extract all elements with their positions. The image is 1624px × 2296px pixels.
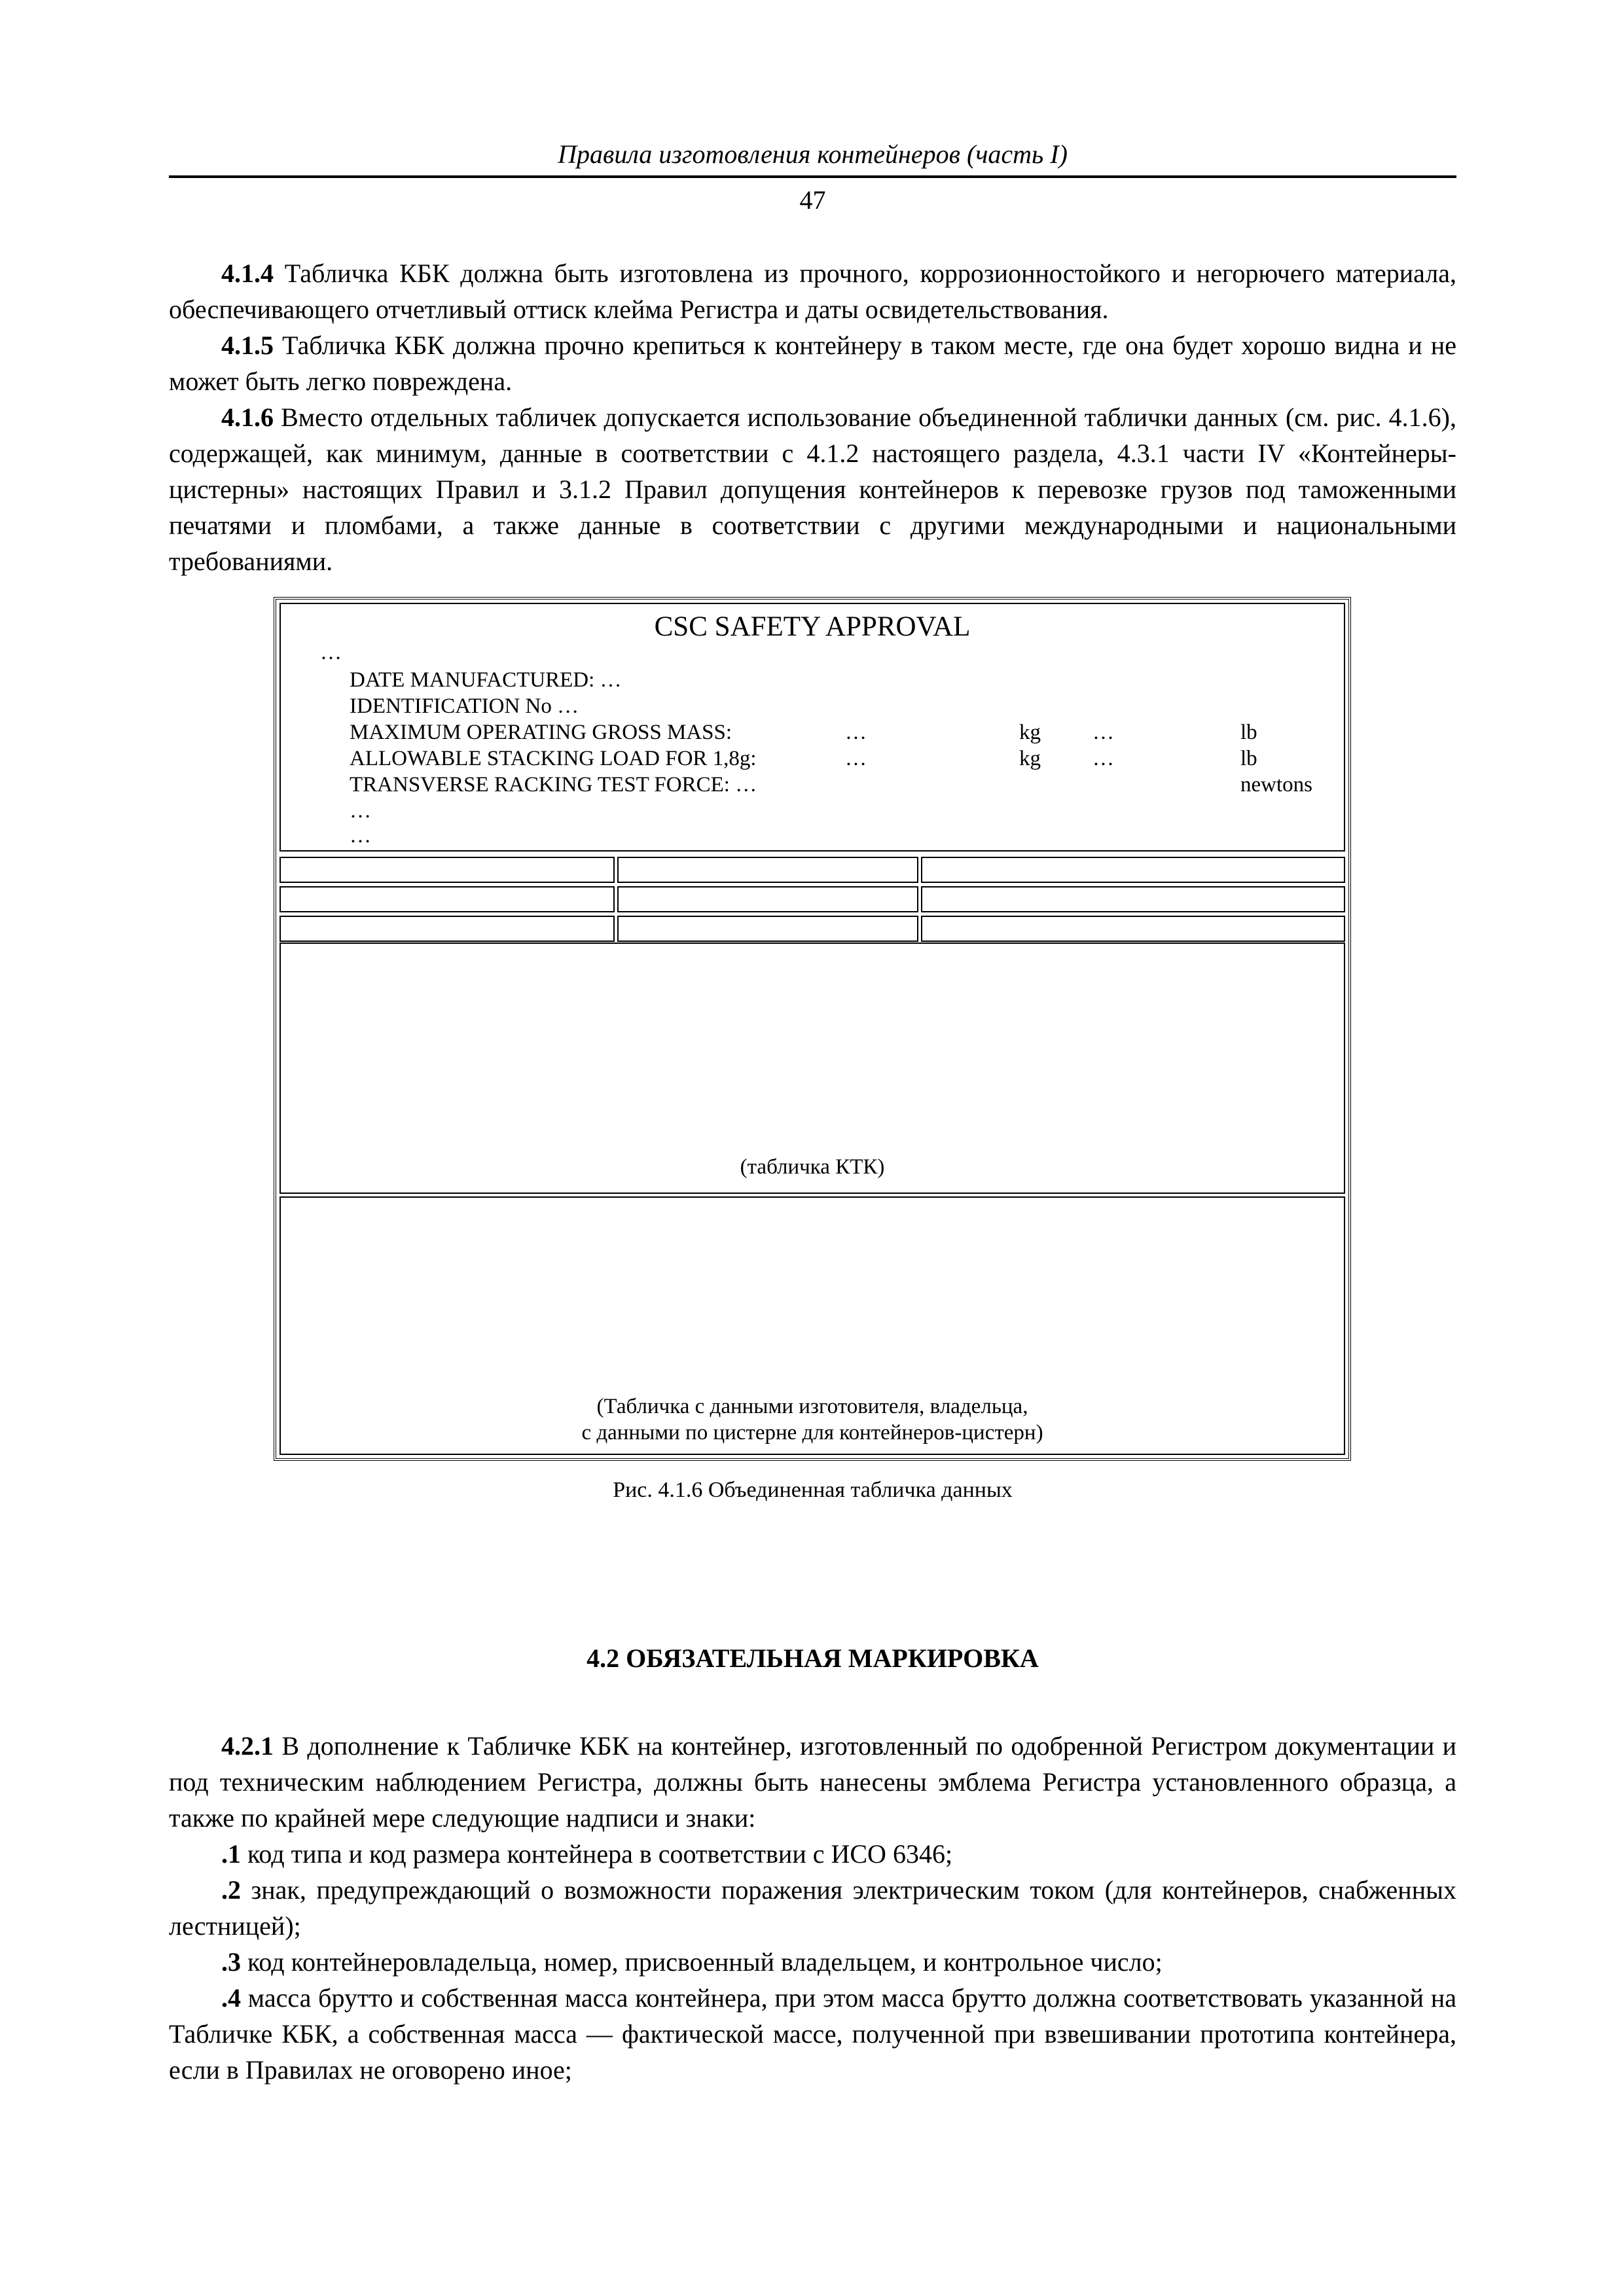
unit-newtons: newtons <box>1240 773 1312 797</box>
clause-number: 4.1.6 <box>221 403 274 432</box>
list-item-1 <box>169 1836 1456 1872</box>
stacking-load-lb-value: … <box>1092 747 1114 770</box>
paragraph-4-2-1 <box>169 1728 1456 1836</box>
clause-number: 4.1.5 <box>221 331 274 360</box>
grid-cell <box>280 857 615 883</box>
csc-ellipsis: … <box>350 799 371 823</box>
csc-ellipsis: … <box>350 824 371 848</box>
unit-kg: kg <box>1019 747 1041 770</box>
grid-cell <box>921 916 1345 942</box>
manufacturer-plate-label-line-2: с данными по цистерне для контейнеров-цистерн) <box>581 1421 1043 1444</box>
item-text: масса брутто и собственная масса контейнера, при этом масса брутто должна соответствовать указанной на Табличке КБК, а собственная масса — фактической массе, полученной при взвешивании прототипа контейнера, если в Правилах не оговорено иное; <box>169 1983 1456 2085</box>
item-number: .1 <box>221 1839 241 1869</box>
manufacturer-plate-area <box>280 1196 1345 1455</box>
unit-kg: kg <box>1019 721 1041 744</box>
clause-text: Табличка КБК должна быть изготовлена из прочного, коррозионностойкого и негорючего материала, обеспечивающего отчетливый оттиск клейма Регистра и даты освидетельствования. <box>169 259 1456 324</box>
list-item-2 <box>169 1872 1456 1944</box>
max-gross-mass-kg-value: … <box>845 721 867 744</box>
header-rule <box>169 175 1456 178</box>
clause-text: В дополнение к Табличке КБК на контейнер, изготовленный по одобренной Регистром документации и под техническим наблюдением Регистра, должны быть нанесены эмблема Регистра установленного образца, а также по крайней мере следующие надписи и знаки: <box>169 1731 1456 1833</box>
section-4-2-heading: 4.2 ОБЯЗАТЕЛЬНАЯ МАРКИРОВКА <box>586 1643 1039 1673</box>
plate-grid-row <box>280 916 1345 942</box>
clause-text: Вместо отдельных табличек допускается использование объединенной таблички данных (см. рис. 4.1.6), содержащей, как минимум, данные в соответствии с 4.1.2 настоящего раздела, 4.3.1 части IV «Контейнеры-цистерны» настоящих Правил и 3.1.2 Правил допущения контейнеров к перевозке грузов под таможенными печатями и пломбами, а также данные в соответствии с другими международными и национальными требованиями. <box>169 403 1456 576</box>
paragraph-4-1-5 <box>169 327 1456 399</box>
max-gross-mass-label: MAXIMUM OPERATING GROSS MASS: <box>350 721 732 744</box>
item-text: код типа и код размера контейнера в соответствии с ИСО 6346; <box>241 1839 953 1869</box>
grid-cell <box>921 857 1345 883</box>
item-text: знак, предупреждающий о возможности поражения электрическим током (для контейнеров, снабженных лестницей); <box>169 1875 1456 1941</box>
grid-cell <box>617 886 918 912</box>
running-title: Правила изготовления контейнеров (часть I) <box>558 139 1068 169</box>
grid-cell <box>617 916 918 942</box>
plate-grid-row <box>280 857 1345 883</box>
paragraph-4-1-6 <box>169 399 1456 579</box>
csc-ellipsis: … <box>320 641 342 664</box>
max-gross-mass-lb-value: … <box>1092 721 1114 744</box>
plate-grid-row <box>280 886 1345 912</box>
identification-number: IDENTIFICATION No … <box>350 694 579 718</box>
item-text: код контейнеровладельца, номер, присвоенный владельцем, и контрольное число; <box>241 1947 1163 1977</box>
stacking-load-kg-value: … <box>845 747 867 770</box>
date-manufactured: DATE MANUFACTURED: … <box>350 668 622 692</box>
item-number: .4 <box>221 1983 241 2013</box>
clause-number: 4.2.1 <box>221 1731 274 1761</box>
grid-cell <box>280 916 615 942</box>
racking-force-label: TRANSVERSE RACKING TEST FORCE: … <box>350 773 757 797</box>
combined-data-plate-figure <box>274 597 1351 1461</box>
paragraph-4-1-4 <box>169 255 1456 327</box>
section-4-1-text <box>169 255 1456 579</box>
item-number: .3 <box>221 1947 241 1977</box>
stacking-load-label: ALLOWABLE STACKING LOAD FOR 1,8g: <box>350 747 757 770</box>
ktk-plate-label: (табличка КТК) <box>740 1155 885 1179</box>
grid-cell <box>617 857 918 883</box>
csc-title: CSC SAFETY APPROVAL <box>654 611 971 642</box>
manufacturer-plate-label <box>281 1393 1344 1446</box>
ktk-plate-area <box>280 942 1345 1194</box>
clause-text: Табличка КБК должна прочно крепиться к контейнеру в таком месте, где она будет хорошо видна и не может быть легко повреждена. <box>169 331 1456 396</box>
list-item-3 <box>169 1944 1456 1980</box>
manufacturer-plate-label-line-1: (Табличка с данными изготовителя, владельца, <box>596 1395 1028 1418</box>
unit-lb: lb <box>1240 747 1257 770</box>
item-number: .2 <box>221 1875 241 1905</box>
grid-cell <box>280 886 615 912</box>
unit-lb: lb <box>1240 721 1257 744</box>
grid-cell <box>921 886 1345 912</box>
csc-safety-approval-plate <box>280 603 1345 852</box>
page-number: 47 <box>799 185 826 215</box>
figure-caption: Рис. 4.1.6 Объединенная табличка данных <box>613 1478 1013 1502</box>
clause-number: 4.1.4 <box>221 259 274 288</box>
list-item-4 <box>169 1980 1456 2088</box>
section-4-2-text <box>169 1728 1456 2088</box>
